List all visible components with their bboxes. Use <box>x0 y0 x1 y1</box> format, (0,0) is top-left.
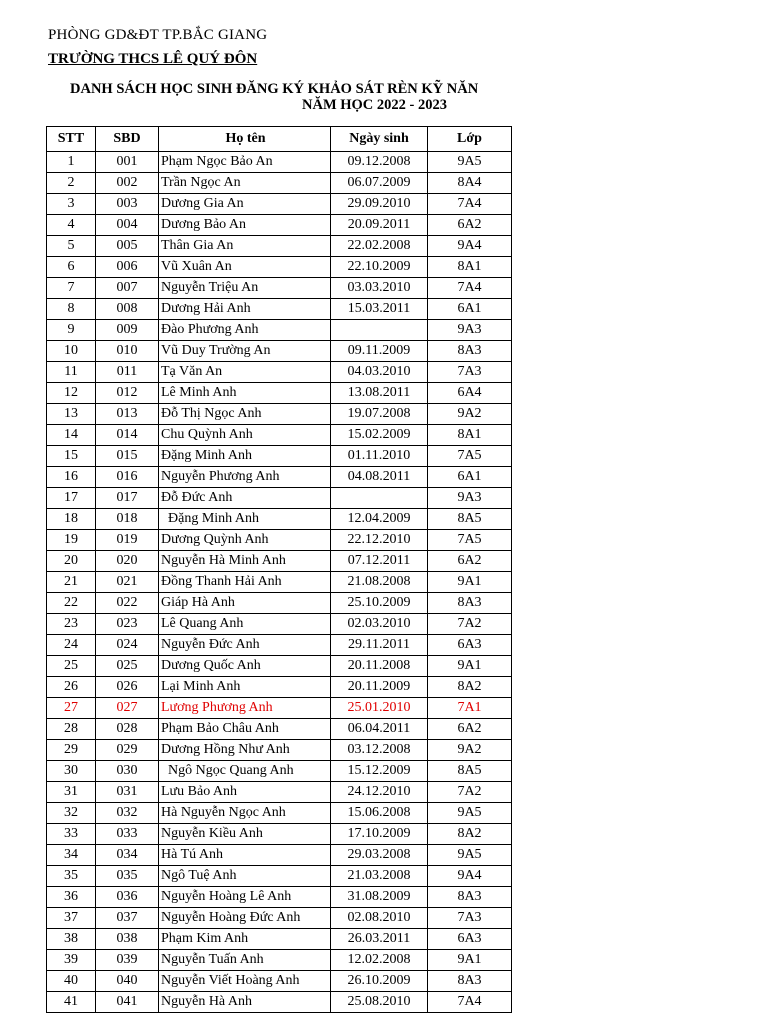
table-row <box>47 362 512 383</box>
student-roster-table <box>46 126 512 1013</box>
table-row <box>47 929 512 950</box>
cell-class: 8A3 <box>428 341 512 362</box>
cell-dob: 09.12.2008 <box>331 152 428 173</box>
cell-name: Nguyễn Hà Minh Anh <box>159 551 331 572</box>
table-row <box>47 950 512 971</box>
cell-class: 9A4 <box>428 866 512 887</box>
cell-sbd: 018 <box>96 509 159 530</box>
cell-name: Đỗ Thị Ngọc Anh <box>159 404 331 425</box>
cell-dob: 03.03.2010 <box>331 278 428 299</box>
cell-dob: 21.03.2008 <box>331 866 428 887</box>
cell-dob: 15.12.2009 <box>331 761 428 782</box>
cell-stt: 31 <box>47 782 96 803</box>
cell-name: Đặng Minh Anh <box>159 509 331 530</box>
cell-dob: 29.11.2011 <box>331 635 428 656</box>
cell-stt: 10 <box>47 341 96 362</box>
table-row <box>47 824 512 845</box>
cell-stt: 7 <box>47 278 96 299</box>
cell-class: 8A3 <box>428 593 512 614</box>
document-title: DANH SÁCH HỌC SINH ĐĂNG KÝ KHẢO SÁT RÈN KỸ NĂN <box>70 81 479 97</box>
cell-dob: 20.11.2009 <box>331 677 428 698</box>
table-row <box>47 593 512 614</box>
cell-name: Nguyễn Hoàng Đức Anh <box>159 908 331 929</box>
cell-sbd: 009 <box>96 320 159 341</box>
school-year: NĂM HỌC 2022 - 2023 <box>302 97 447 113</box>
cell-name: Dương Hải Anh <box>159 299 331 320</box>
table-row <box>47 278 512 299</box>
cell-dob: 04.08.2011 <box>331 467 428 488</box>
cell-dob: 17.10.2009 <box>331 824 428 845</box>
cell-class: 7A4 <box>428 194 512 215</box>
cell-stt: 3 <box>47 194 96 215</box>
cell-sbd: 014 <box>96 425 159 446</box>
cell-stt: 41 <box>47 992 96 1013</box>
table-row <box>47 740 512 761</box>
table-row <box>47 215 512 236</box>
cell-name: Nguyễn Tuấn Anh <box>159 950 331 971</box>
table-row <box>47 509 512 530</box>
cell-dob: 26.03.2011 <box>331 929 428 950</box>
cell-stt: 24 <box>47 635 96 656</box>
cell-class: 8A5 <box>428 761 512 782</box>
cell-dob: 07.12.2011 <box>331 551 428 572</box>
cell-dob: 26.10.2009 <box>331 971 428 992</box>
table-row <box>47 425 512 446</box>
cell-stt: 16 <box>47 467 96 488</box>
cell-sbd: 029 <box>96 740 159 761</box>
table-row <box>47 782 512 803</box>
cell-class: 9A3 <box>428 488 512 509</box>
cell-sbd: 005 <box>96 236 159 257</box>
table-row <box>47 488 512 509</box>
cell-sbd: 026 <box>96 677 159 698</box>
cell-sbd: 032 <box>96 803 159 824</box>
cell-dob: 25.08.2010 <box>331 992 428 1013</box>
cell-sbd: 017 <box>96 488 159 509</box>
cell-class: 7A2 <box>428 614 512 635</box>
cell-sbd: 004 <box>96 215 159 236</box>
cell-name: Vũ Duy Trường An <box>159 341 331 362</box>
cell-class: 9A5 <box>428 803 512 824</box>
table-row <box>47 845 512 866</box>
cell-name: Dương Hồng Như Anh <box>159 740 331 761</box>
table-row <box>47 236 512 257</box>
cell-class: 6A3 <box>428 929 512 950</box>
cell-stt: 33 <box>47 824 96 845</box>
cell-name: Trần Ngọc An <box>159 173 331 194</box>
cell-stt: 1 <box>47 152 96 173</box>
cell-name: Đỗ Đức Anh <box>159 488 331 509</box>
cell-class: 8A2 <box>428 824 512 845</box>
cell-stt: 20 <box>47 551 96 572</box>
table-row <box>47 761 512 782</box>
cell-dob: 02.08.2010 <box>331 908 428 929</box>
cell-dob: 21.08.2008 <box>331 572 428 593</box>
cell-sbd: 021 <box>96 572 159 593</box>
table-row <box>47 635 512 656</box>
cell-stt: 28 <box>47 719 96 740</box>
cell-sbd: 041 <box>96 992 159 1013</box>
cell-sbd: 037 <box>96 908 159 929</box>
cell-stt: 9 <box>47 320 96 341</box>
cell-dob: 22.02.2008 <box>331 236 428 257</box>
cell-sbd: 025 <box>96 656 159 677</box>
cell-dob: 01.11.2010 <box>331 446 428 467</box>
department-name: PHÒNG GD&ĐT TP.BẮC GIANG <box>48 27 268 43</box>
cell-name: Thân Gia An <box>159 236 331 257</box>
cell-sbd: 039 <box>96 950 159 971</box>
cell-dob: 09.11.2009 <box>331 341 428 362</box>
cell-name: Đào Phương Anh <box>159 320 331 341</box>
cell-sbd: 012 <box>96 383 159 404</box>
cell-stt: 39 <box>47 950 96 971</box>
cell-stt: 40 <box>47 971 96 992</box>
table-row <box>47 194 512 215</box>
table-row <box>47 404 512 425</box>
cell-sbd: 011 <box>96 362 159 383</box>
cell-name: Nguyễn Phương Anh <box>159 467 331 488</box>
cell-stt: 23 <box>47 614 96 635</box>
cell-name: Giáp Hà Anh <box>159 593 331 614</box>
cell-sbd: 035 <box>96 866 159 887</box>
table-row <box>47 551 512 572</box>
cell-sbd: 020 <box>96 551 159 572</box>
cell-dob <box>331 320 428 341</box>
cell-class: 7A1 <box>428 698 512 719</box>
cell-dob: 20.09.2011 <box>331 215 428 236</box>
cell-sbd: 027 <box>96 698 159 719</box>
cell-stt: 12 <box>47 383 96 404</box>
cell-name: Tạ Văn An <box>159 362 331 383</box>
table-row <box>47 572 512 593</box>
cell-dob: 15.02.2009 <box>331 425 428 446</box>
cell-stt: 6 <box>47 257 96 278</box>
cell-dob: 22.12.2010 <box>331 530 428 551</box>
column-header-sbd: SBD <box>96 127 159 152</box>
table-row <box>47 908 512 929</box>
cell-class: 6A1 <box>428 299 512 320</box>
cell-stt: 18 <box>47 509 96 530</box>
table-row <box>47 614 512 635</box>
cell-sbd: 036 <box>96 887 159 908</box>
cell-stt: 2 <box>47 173 96 194</box>
cell-class: 9A5 <box>428 152 512 173</box>
cell-class: 9A5 <box>428 845 512 866</box>
table-row <box>47 152 512 173</box>
cell-name: Vũ Xuân An <box>159 257 331 278</box>
cell-dob: 12.02.2008 <box>331 950 428 971</box>
table-row <box>47 656 512 677</box>
cell-class: 7A3 <box>428 362 512 383</box>
cell-name: Hà Tú Anh <box>159 845 331 866</box>
school-name: TRƯỜNG THCS LÊ QUÝ ĐÔN <box>48 51 258 67</box>
cell-sbd: 038 <box>96 929 159 950</box>
cell-class: 6A2 <box>428 551 512 572</box>
table-row <box>47 992 512 1013</box>
table-row <box>47 467 512 488</box>
cell-stt: 25 <box>47 656 96 677</box>
column-header-stt: STT <box>47 127 96 152</box>
cell-sbd: 019 <box>96 530 159 551</box>
cell-class: 9A4 <box>428 236 512 257</box>
cell-class: 9A2 <box>428 740 512 761</box>
cell-sbd: 002 <box>96 173 159 194</box>
cell-sbd: 034 <box>96 845 159 866</box>
cell-name: Nguyễn Viết Hoàng Anh <box>159 971 331 992</box>
cell-dob: 06.07.2009 <box>331 173 428 194</box>
cell-name: Lại Minh Anh <box>159 677 331 698</box>
cell-sbd: 008 <box>96 299 159 320</box>
table-row <box>47 173 512 194</box>
cell-dob: 25.10.2009 <box>331 593 428 614</box>
cell-dob: 24.12.2010 <box>331 782 428 803</box>
cell-sbd: 023 <box>96 614 159 635</box>
table-row <box>47 446 512 467</box>
cell-name: Dương Gia An <box>159 194 331 215</box>
cell-name: Nguyễn Triệu An <box>159 278 331 299</box>
cell-stt: 37 <box>47 908 96 929</box>
cell-stt: 30 <box>47 761 96 782</box>
cell-stt: 36 <box>47 887 96 908</box>
table-row <box>47 677 512 698</box>
cell-sbd: 003 <box>96 194 159 215</box>
table-row <box>47 320 512 341</box>
cell-stt: 19 <box>47 530 96 551</box>
cell-class: 7A4 <box>428 278 512 299</box>
cell-stt: 34 <box>47 845 96 866</box>
cell-dob: 29.03.2008 <box>331 845 428 866</box>
cell-stt: 29 <box>47 740 96 761</box>
cell-dob: 04.03.2010 <box>331 362 428 383</box>
cell-stt: 27 <box>47 698 96 719</box>
cell-stt: 38 <box>47 929 96 950</box>
table-row <box>47 383 512 404</box>
cell-name: Dương Quốc Anh <box>159 656 331 677</box>
cell-sbd: 015 <box>96 446 159 467</box>
cell-class: 9A1 <box>428 572 512 593</box>
cell-class: 9A1 <box>428 950 512 971</box>
cell-name: Ngô Tuệ Anh <box>159 866 331 887</box>
cell-sbd: 040 <box>96 971 159 992</box>
cell-class: 8A5 <box>428 509 512 530</box>
cell-class: 7A4 <box>428 992 512 1013</box>
cell-stt: 8 <box>47 299 96 320</box>
table-row <box>47 341 512 362</box>
cell-stt: 26 <box>47 677 96 698</box>
cell-dob: 15.06.2008 <box>331 803 428 824</box>
cell-class: 9A3 <box>428 320 512 341</box>
table-row <box>47 971 512 992</box>
cell-class: 7A2 <box>428 782 512 803</box>
cell-name: Đồng Thanh Hải Anh <box>159 572 331 593</box>
cell-sbd: 028 <box>96 719 159 740</box>
table-row <box>47 299 512 320</box>
cell-class: 6A2 <box>428 719 512 740</box>
cell-name: Nguyễn Kiều Anh <box>159 824 331 845</box>
cell-dob: 25.01.2010 <box>331 698 428 719</box>
table-row <box>47 803 512 824</box>
table-row <box>47 530 512 551</box>
cell-dob: 22.10.2009 <box>331 257 428 278</box>
cell-sbd: 033 <box>96 824 159 845</box>
cell-dob <box>331 488 428 509</box>
cell-class: 9A2 <box>428 404 512 425</box>
cell-class: 6A3 <box>428 635 512 656</box>
cell-stt: 5 <box>47 236 96 257</box>
cell-dob: 29.09.2010 <box>331 194 428 215</box>
cell-name: Phạm Ngọc Bảo An <box>159 152 331 173</box>
cell-name: Dương Bảo An <box>159 215 331 236</box>
cell-dob: 15.03.2011 <box>331 299 428 320</box>
cell-class: 6A1 <box>428 467 512 488</box>
table-row <box>47 866 512 887</box>
cell-stt: 17 <box>47 488 96 509</box>
cell-stt: 32 <box>47 803 96 824</box>
cell-dob: 12.04.2009 <box>331 509 428 530</box>
cell-sbd: 007 <box>96 278 159 299</box>
cell-class: 8A3 <box>428 887 512 908</box>
cell-class: 7A3 <box>428 908 512 929</box>
cell-name: Ngô Ngọc Quang Anh <box>159 761 331 782</box>
cell-name: Lương Phương Anh <box>159 698 331 719</box>
cell-class: 9A1 <box>428 656 512 677</box>
cell-name: Nguyễn Hà Anh <box>159 992 331 1013</box>
column-header-dob: Ngày sinh <box>331 127 428 152</box>
column-header-class: Lớp <box>428 127 512 152</box>
cell-class: 8A1 <box>428 425 512 446</box>
cell-dob: 20.11.2008 <box>331 656 428 677</box>
cell-stt: 35 <box>47 866 96 887</box>
cell-name: Lưu Bảo Anh <box>159 782 331 803</box>
cell-class: 8A3 <box>428 971 512 992</box>
cell-name: Nguyễn Đức Anh <box>159 635 331 656</box>
cell-stt: 13 <box>47 404 96 425</box>
cell-sbd: 024 <box>96 635 159 656</box>
table-row <box>47 257 512 278</box>
cell-class: 8A4 <box>428 173 512 194</box>
cell-sbd: 010 <box>96 341 159 362</box>
cell-stt: 14 <box>47 425 96 446</box>
cell-stt: 21 <box>47 572 96 593</box>
cell-class: 7A5 <box>428 530 512 551</box>
table-row <box>47 698 512 719</box>
cell-stt: 22 <box>47 593 96 614</box>
cell-sbd: 016 <box>96 467 159 488</box>
cell-sbd: 006 <box>96 257 159 278</box>
table-header-row <box>47 127 512 152</box>
cell-name: Lê Minh Anh <box>159 383 331 404</box>
cell-name: Đặng Minh Anh <box>159 446 331 467</box>
cell-name: Phạm Kim Anh <box>159 929 331 950</box>
cell-stt: 11 <box>47 362 96 383</box>
cell-dob: 06.04.2011 <box>331 719 428 740</box>
cell-dob: 19.07.2008 <box>331 404 428 425</box>
cell-class: 8A1 <box>428 257 512 278</box>
cell-sbd: 030 <box>96 761 159 782</box>
cell-dob: 13.08.2011 <box>331 383 428 404</box>
cell-name: Chu Quỳnh Anh <box>159 425 331 446</box>
cell-stt: 4 <box>47 215 96 236</box>
cell-stt: 15 <box>47 446 96 467</box>
column-header-name: Họ tên <box>159 127 331 152</box>
table-row <box>47 887 512 908</box>
cell-name: Hà Nguyễn Ngọc Anh <box>159 803 331 824</box>
cell-name: Nguyễn Hoàng Lê Anh <box>159 887 331 908</box>
cell-name: Lê Quang Anh <box>159 614 331 635</box>
cell-class: 7A5 <box>428 446 512 467</box>
cell-dob: 03.12.2008 <box>331 740 428 761</box>
cell-dob: 31.08.2009 <box>331 887 428 908</box>
cell-class: 6A2 <box>428 215 512 236</box>
cell-sbd: 001 <box>96 152 159 173</box>
cell-dob: 02.03.2010 <box>331 614 428 635</box>
cell-name: Phạm Bảo Châu Anh <box>159 719 331 740</box>
cell-class: 8A2 <box>428 677 512 698</box>
cell-name: Dương Quỳnh Anh <box>159 530 331 551</box>
table-row <box>47 719 512 740</box>
cell-sbd: 022 <box>96 593 159 614</box>
cell-sbd: 031 <box>96 782 159 803</box>
cell-sbd: 013 <box>96 404 159 425</box>
cell-class: 6A4 <box>428 383 512 404</box>
